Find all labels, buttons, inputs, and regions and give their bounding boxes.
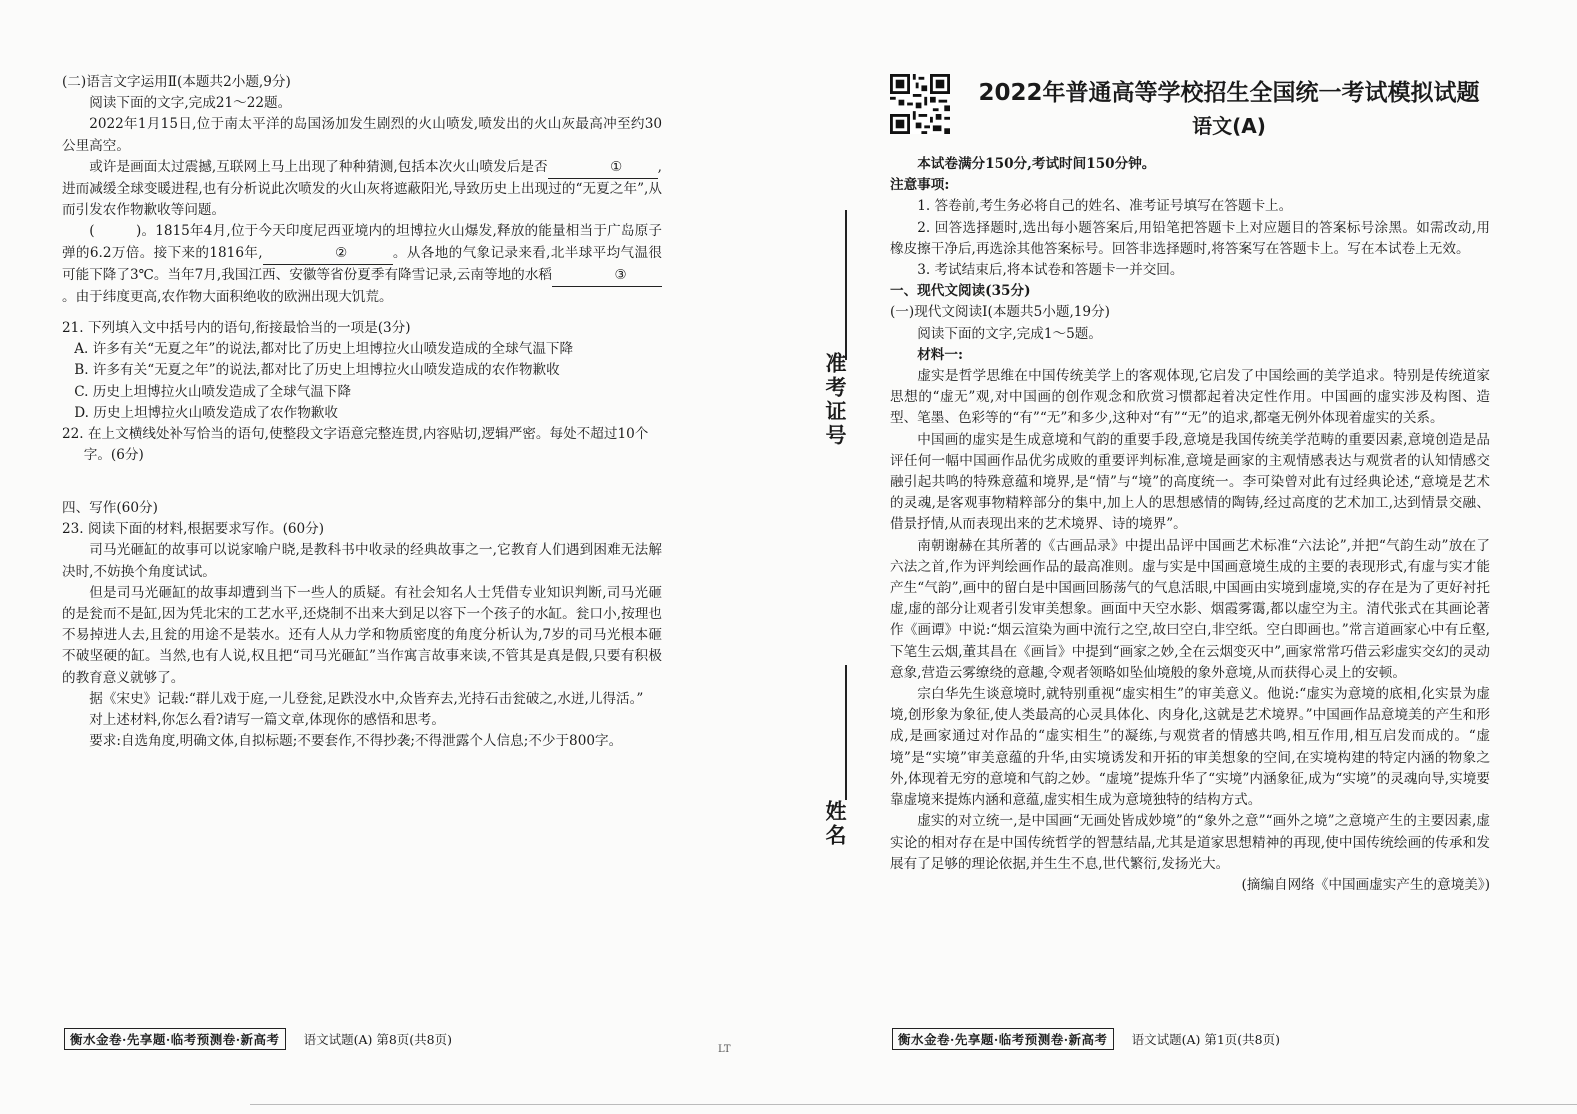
section-1-1-heading: (一)现代文阅读Ⅰ(本题共5小题,19分) [890, 304, 1110, 321]
qr-code-icon [890, 74, 950, 134]
exam-instructions [890, 154, 1490, 896]
option-c: C. 历史上坦博拉火山喷发造成了全球气温下降 [74, 383, 352, 400]
writing-section [62, 498, 662, 752]
blank-3: ③ [552, 265, 662, 287]
passage-paragraph-1: 2022年1月15日,位于南太平洋的岛国汤加发生剧烈的火山喷发,喷发出的火山灰最高冲至约30公里高空。 [62, 116, 662, 154]
footer-brand: 衡水金卷·先享题·临考预测卷·新高考 [892, 1028, 1114, 1050]
footer-brand: 衡水金卷·先享题·临考预测卷·新高考 [64, 1028, 286, 1050]
note-2: 2. 回答选择题时,选出每小题答案后,用铅笔把答题卡上对应题目的答案标号涂黑。如需改动,用橡皮擦干净后,再选涂其他答案标号。回答非选择题时,将答案写在答题卡上。写在本试卷上无效。 [890, 219, 1490, 257]
reading-paragraph-5: 虚实的对立统一,是中国画“无画处皆成妙境”的“象外之意”“画外之境”之意境产生的主要因素,虚实论的相对存在是中国传统哲学的智慧结晶,尤其是道家思想精神的再现,使中国传统绘画的传承和发展有了足够的理论依据,并生生不息,世代繁衍,发扬光大。 [890, 813, 1490, 872]
note-1: 1. 答卷前,考生务必将自己的姓名、准考证号填写在答题卡上。 [917, 198, 1293, 215]
section-1-heading: 一、现代文阅读(35分) [890, 283, 1031, 300]
name-line [845, 665, 847, 800]
option-b: B. 许多有关“无夏之年”的说法,都对比了历史上坦博拉火山喷发造成的农作物歉收 [74, 362, 560, 379]
writing-requirements: 要求:自选角度,明确文体,自拟标题;不要套作,不得抄袭;不得泄露个人信息;不少于800字。 [89, 733, 623, 750]
material-paragraph-3: 据《宋史》记载:“群儿戏于庭,一儿登瓮,足跌没水中,众皆弃去,光持石击瓮破之,水迸,儿得活。” [89, 690, 644, 707]
reading-paragraph-4: 宗白华先生谈意境时,就特别重视“虚实相生”的审美意义。他说:“虚实为意境的底相,化实景为虚境,创形象为象征,使人类最高的心灵具体化、肉身化,这就是艺术境界。”中国画作品意境美的产生和形成,是画家通过对作品的“虚实相生”的凝练,与观赏者的情感共鸣,相互作用,相互启发而成的。“虚境”是“实境”审美意蕴的升华,由实境诱发和开拓的审美想象的空间,在实境构建的特定内涵的物象之外,体现着无穷的意境和气韵之妙。“虚境”提炼升华了“实境”内涵象征,成为“实境”的灵魂向导,实境要靠虚境来提炼内涵和意蕴,虚实相生成为意境独特的结构方式。 [890, 686, 1490, 809]
reading-paragraph-3: 南朝谢赫在其所著的《古画品录》中提出品评中国画艺术标准“六法论”,并把“气韵生动”放在了六法之首,作为评判绘画作品的最高准则。虚与实是中国画意境生成的主要的表现形式,有虚与实才能产生“气韵”,画中的留白是中国画回肠荡气的气息活眼,中国画由实境到虚境,实的存在是为了更好衬托虚,虚的部分让观者引发审美想象。画面中天空水影、烟霞雾霭,都以虚空为主。清代张式在其画论著作《画谭》中说:“烟云渲染为画中流行之空,故曰空白,非空纸。空白即画也。”常言道画家心中有丘壑,下笔生云烟,董其昌在《画旨》中提到“画家之妙,全在云烟变灭中”,画家常常巧借云彩虚实交幻的灵动意象,营造云雾缭绕的意趣,令观者领略如坠仙境般的象外意境,从而获得心灵上的安顿。 [890, 537, 1490, 681]
material-1-label: 材料一: [917, 346, 963, 363]
reading-paragraph-1: 虚实是哲学思维在中国传统美学上的客观体现,它启发了中国绘画的美学追求。特别是传统道家思想的“虚无”观,对中国画的创作观念和欣赏习惯都起着决定性作用。中国画的虚实涉及构图、造型、笔墨、色彩等的“有”“无”和多少,这种对“有”“无”的追求,都毫无例外体现着虚实的关系。 [890, 368, 1490, 427]
right-page [890, 0, 1490, 1114]
notes-heading: 注意事项: [890, 177, 950, 194]
question-21 [62, 318, 662, 466]
blank-1: ① [548, 157, 658, 179]
exam-title: 2022年普通高等学校招生全国统一考试模拟试题 [978, 80, 1480, 106]
blank-2: ② [263, 243, 393, 265]
question-21-stem: 21. 下列填入文中括号内的语句,衔接最恰当的一项是(3分) [62, 320, 411, 336]
instruction: 阅读下面的文字,完成21～22题。 [89, 95, 292, 112]
right-footer [892, 1028, 1280, 1050]
exam-id-line [845, 210, 847, 360]
writing-heading: 四、写作(60分) [62, 500, 158, 516]
option-a: A. 许多有关“无夏之年”的说法,都对比了历史上坦博拉火山喷发造成的全球气温下降 [74, 341, 574, 358]
exam-id-label: 准考证号 [823, 352, 847, 448]
option-d: D. 历史上坦博拉火山喷发造成了农作物歉收 [74, 404, 338, 421]
scan-edge-line [250, 1104, 1577, 1105]
section-heading: (二)语言文字运用Ⅱ(本题共2小题,9分) [62, 74, 291, 90]
name-label: 姓名 [823, 800, 847, 848]
source-citation: (摘编自网络《中国画虚实产生的意境美》) [1241, 876, 1490, 893]
note-3: 3. 考试结束后,将本试卷和答题卡一并交回。 [917, 262, 1184, 279]
question-22: 22. 在上文横线处补写恰当的语句,使整段文字语意完整连贯,内容贴切,逻辑严密。每处不超过10个字。(6分) [62, 426, 649, 464]
reading-paragraph-2: 中国画的虚实是生成意境和气韵的重要手段,意境是我国传统美学范畴的重要因素,意境创造是品评任何一幅中国画作品优劣成败的重要评判标准,意境是画家的主观情感表达与观赏者的认知情感交融引起共鸣的特殊意蕴和境界,是“情”与“境”的高度统一。李可染曾对此有过经典论述,“意境是艺术的灵魂,是客观事物精粹部分的集中,加上人的思想感情的陶铸,经过高度的艺术加工,达到情景交融、借景抒情,从而表现出来的艺术境界、诗的境界”。 [890, 431, 1490, 533]
passage-paragraph-2: 或许是画面太过震撼,互联网上马上出现了种种猜测,包括本次火山喷发后是否 ① ,进而减缓全球变暖进程,也有分析说此次喷发的火山灰将遮蔽阳光,导致历史上出现过的“无夏之年”,从而引发农作物歉收等问题。 [62, 158, 662, 219]
passage-paragraph-3: ( )。1815年4月,位于今天印度尼西亚境内的坦博拉火山爆发,释放的能量相当于广岛原子弹的6.2万倍。接下来的1816年, ② 。从各地的气象记录来看,北半球平均气温很可能下降了3℃。当年7月,我国江西、安徽等省份夏季有降雪记录,云南等地的水稻 ③。由于纬度更高,农作物大面积绝收的欧洲出现大饥荒。 [62, 223, 662, 306]
exam-subtitle: 语文(A) [1192, 114, 1266, 138]
footer-page-number: 语文试题(A) 第1页(共8页) [1131, 1032, 1280, 1047]
score-line: 本试卷满分150分,考试时间150分钟。 [917, 156, 1156, 172]
reading-instruction: 阅读下面的文字,完成1～5题。 [917, 325, 1102, 342]
language-use-section [62, 72, 662, 308]
material-paragraph-2: 但是司马光砸缸的故事却遭到当下一些人的质疑。有社会知名人士凭借专业知识判断,司马光砸的是瓮而不是缸,因为凭北宋的工艺水平,还烧制不出来大到足以容下一个孩子的水缸。瓮口小,按理也不易掉进人去,且瓮的用途不是装水。还有人从力学和物质密度的角度分析认为,7岁的司马光根本砸不破坚硬的缸。当然,也有人说,权且把“司马光砸缸”当作寓言故事来读,不管其是真是假,只要有积极的教育意义就够了。 [62, 584, 662, 686]
material-paragraph-1: 司马光砸缸的故事可以说家喻户晓,是教科书中收录的经典故事之一,它教育人们遇到困难无法解决时,不妨换个角度试试。 [62, 542, 662, 580]
center-mark: LT [718, 1044, 731, 1055]
footer-page-number: 语文试题(A) 第8页(共8页) [303, 1032, 452, 1047]
left-footer [64, 1028, 452, 1050]
question-23: 23. 阅读下面的材料,根据要求写作。(60分) [62, 521, 325, 538]
left-page [62, 0, 662, 1114]
writing-prompt: 对上述材料,你怎么看?请写一篇文章,体现你的感悟和思考。 [89, 712, 445, 729]
